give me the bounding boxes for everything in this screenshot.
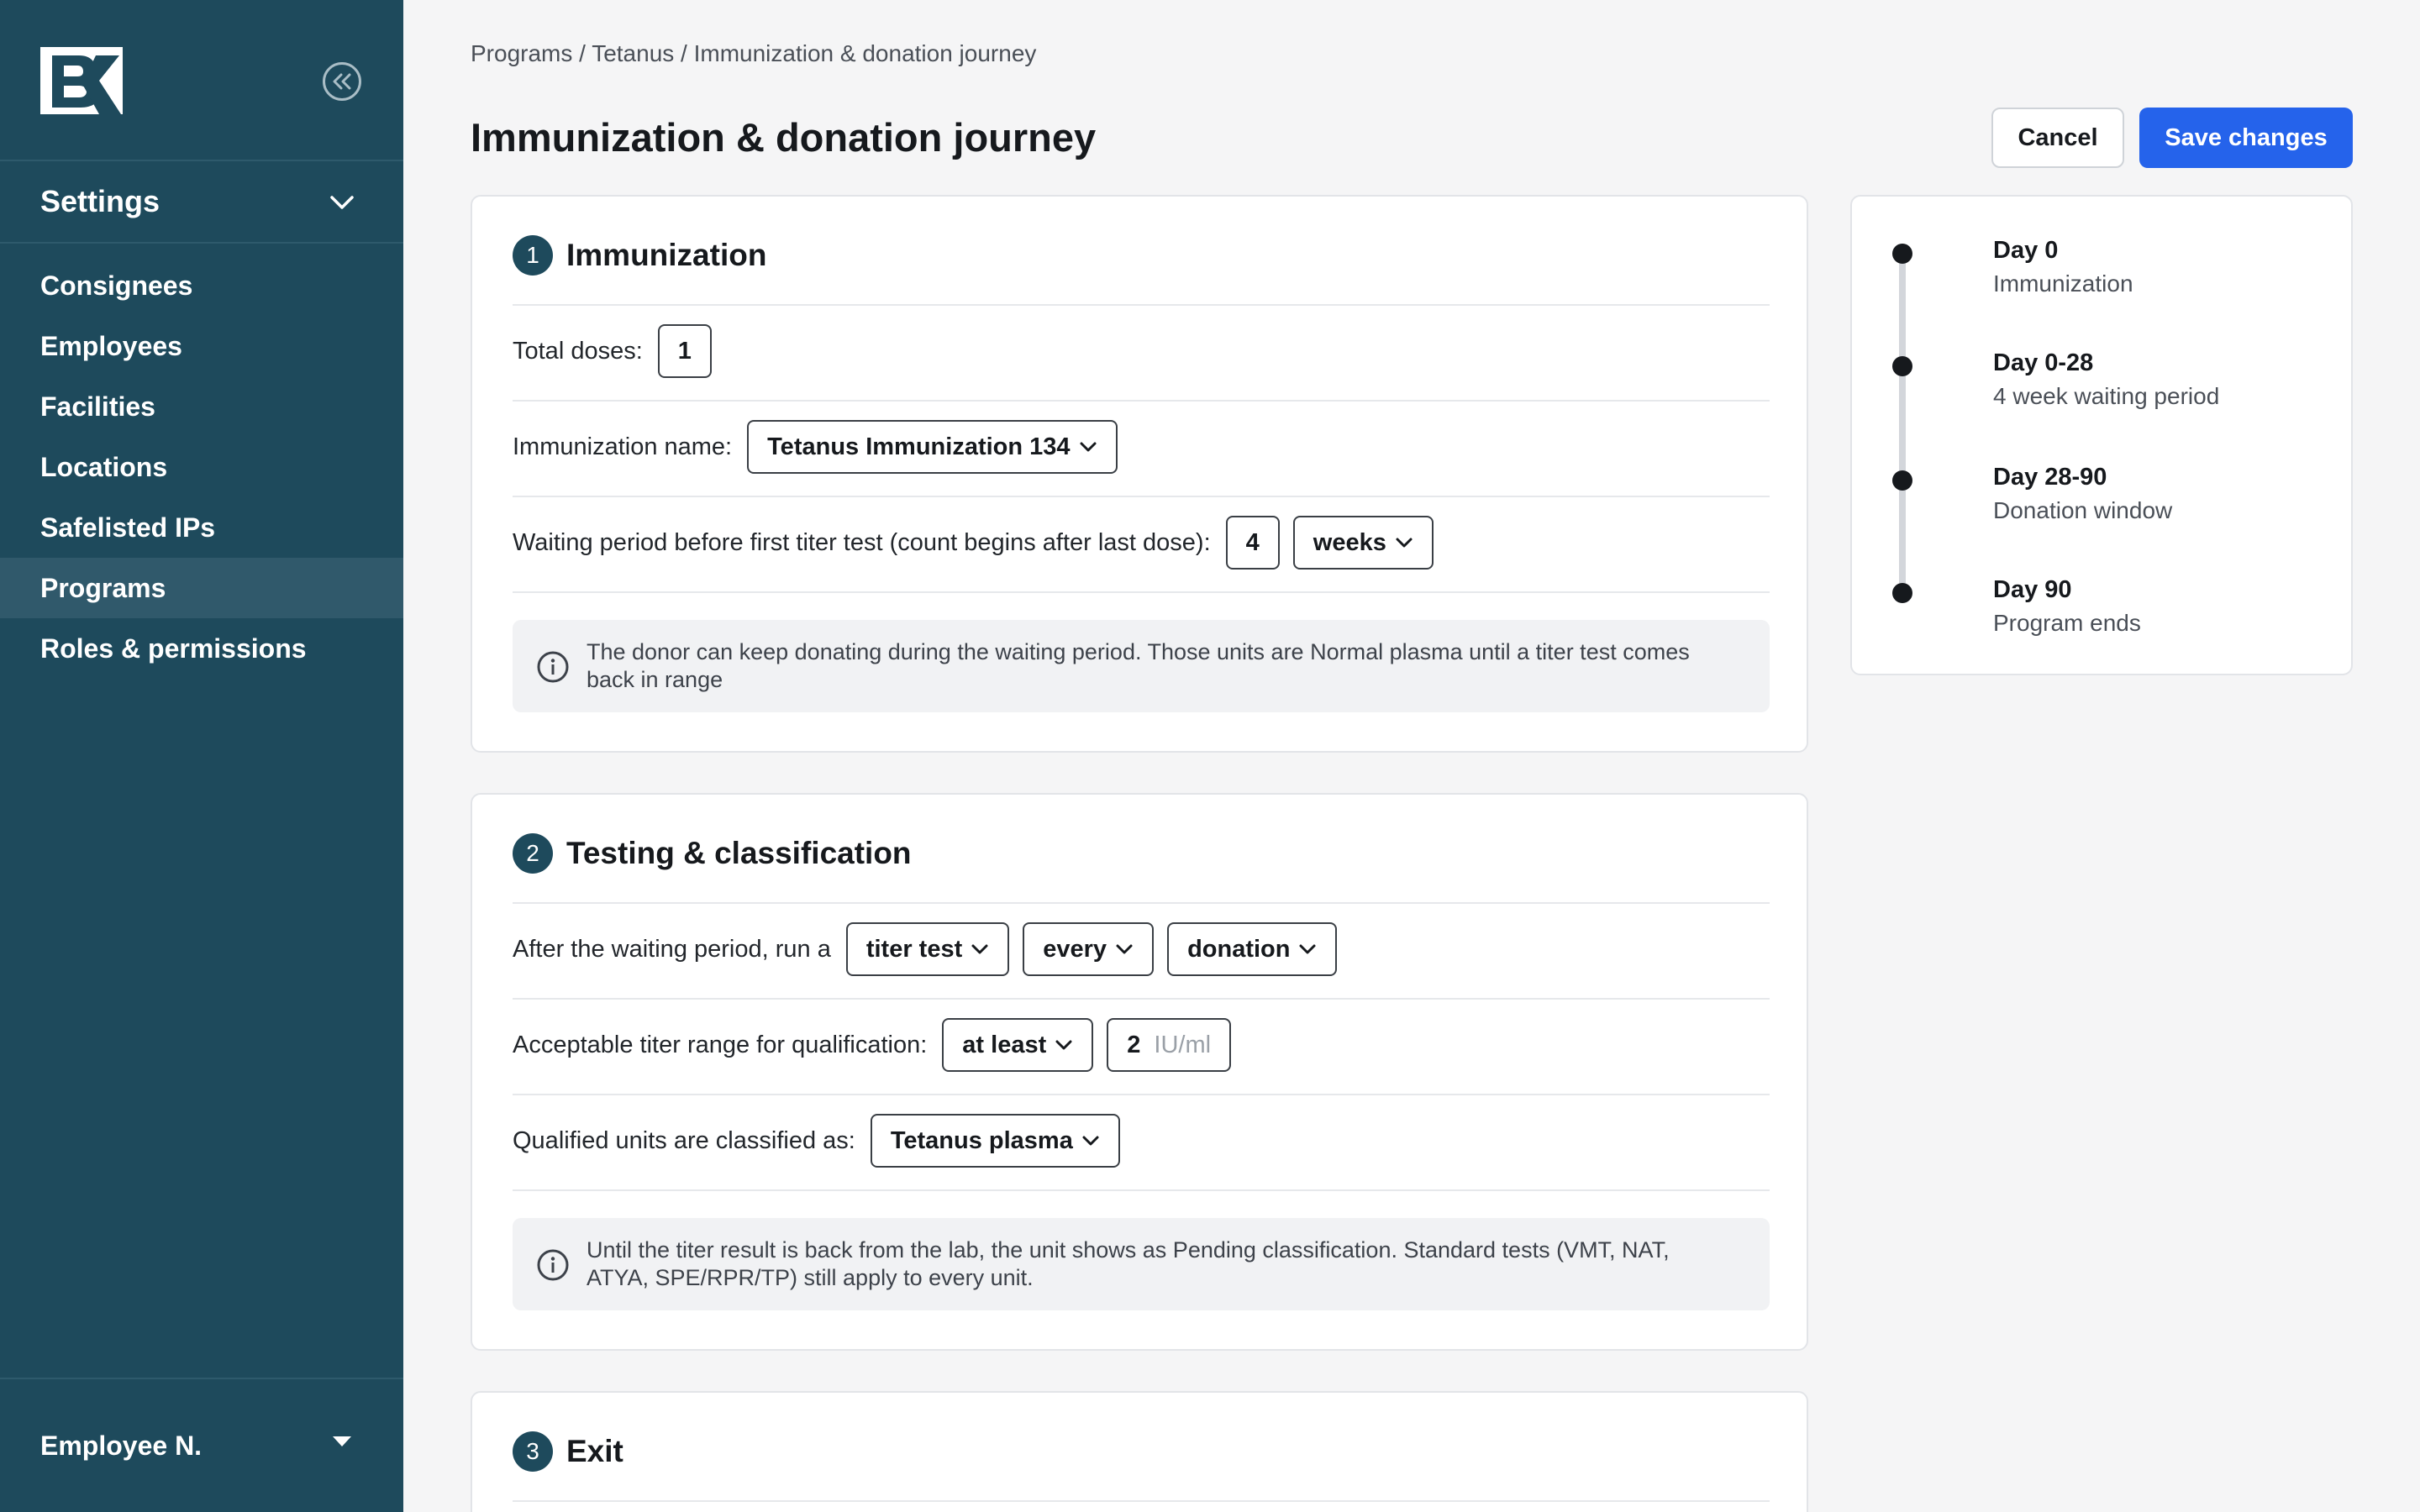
immunization-header xyxy=(513,235,766,276)
exit-header xyxy=(513,1431,623,1472)
sidebar-item-programs[interactable]: Programs xyxy=(0,558,403,618)
sidebar-item-consignees[interactable]: Consignees xyxy=(40,270,193,301)
settings-label: Settings xyxy=(40,184,160,218)
section-title: Immunization xyxy=(566,238,767,272)
timeline-desc: Immunization xyxy=(1993,270,2133,297)
immunization-name-value: Tetanus Immunization 134 xyxy=(767,433,1071,460)
comparator-value: at least xyxy=(962,1031,1047,1058)
testing-header xyxy=(513,833,912,874)
cancel-button[interactable]: Cancel xyxy=(1991,108,2124,168)
save-changes-button[interactable]: Save changes xyxy=(2139,108,2353,168)
classification-row xyxy=(513,1114,1134,1168)
step-badge: 2 xyxy=(513,833,553,874)
chevron-down-icon xyxy=(1079,441,1097,453)
event-select[interactable] xyxy=(1167,922,1337,976)
divider xyxy=(513,304,1770,306)
total-doses-label: Total doses: xyxy=(513,337,643,365)
step-badge: 1 xyxy=(513,235,553,276)
immunization-name-select[interactable] xyxy=(747,420,1117,474)
frequency-value: every xyxy=(1043,935,1107,963)
divider xyxy=(513,1189,1770,1191)
titer-range-row xyxy=(513,1018,1244,1072)
settings-dropdown[interactable] xyxy=(0,161,403,244)
event-value: donation xyxy=(1187,935,1291,963)
frequency-select[interactable] xyxy=(1023,922,1154,976)
timeline-dot xyxy=(1892,244,1912,264)
waiting-period-label: Waiting period before first titer test (count begins after last dose): xyxy=(513,528,1211,556)
timeline-day: Day 28-90 xyxy=(1993,464,2107,491)
info-text: The donor can keep donating during the waiting period. Those units are Normal plasma until a titer test comes back in range xyxy=(587,639,1690,692)
classification-label: Qualified units are classified as: xyxy=(513,1126,855,1154)
logo-icon[interactable] xyxy=(40,47,123,114)
comparator-select[interactable] xyxy=(942,1018,1093,1072)
sidebar-item-facilities[interactable]: Facilities xyxy=(40,391,155,422)
immunization-name-label: Immunization name: xyxy=(513,433,733,460)
section-title: Exit xyxy=(566,1434,623,1468)
classification-value: Tetanus plasma xyxy=(890,1126,1073,1154)
timeline-desc: 4 week waiting period xyxy=(1993,383,2220,409)
chevron-down-icon xyxy=(1115,943,1134,955)
sidebar-item-roles-permissions[interactable]: Roles & permissions xyxy=(40,633,307,664)
sidebar-item-safelisted-ips[interactable]: Safelisted IPs xyxy=(40,512,216,543)
timeline-dot xyxy=(1892,583,1912,603)
test-type-value: titer test xyxy=(865,935,963,963)
chevron-down-icon xyxy=(1395,537,1413,549)
logo-row xyxy=(0,0,403,161)
divider xyxy=(513,400,1770,402)
waiting-period-row xyxy=(513,516,1447,570)
info-callout xyxy=(513,620,1770,712)
divider xyxy=(513,902,1770,904)
divider xyxy=(513,591,1770,593)
chevron-down-icon xyxy=(328,188,356,217)
info-icon xyxy=(536,1248,570,1282)
collapse-sidebar-button[interactable] xyxy=(323,62,361,101)
chevron-down-icon xyxy=(1081,1135,1100,1147)
user-name: Employee N. xyxy=(40,1430,203,1461)
titer-unit: IU/ml xyxy=(1154,1031,1212,1058)
timeline-dot xyxy=(1892,470,1912,491)
info-callout xyxy=(513,1218,1770,1310)
divider xyxy=(513,1500,1770,1502)
run-test-row xyxy=(513,922,1350,976)
immunization-name-row xyxy=(513,420,1131,474)
info-icon xyxy=(536,650,570,684)
classification-select[interactable] xyxy=(871,1114,1120,1168)
testing-card xyxy=(471,793,1808,1351)
timeline-dot xyxy=(1892,356,1912,376)
waiting-unit-select[interactable] xyxy=(1293,516,1434,570)
breadcrumb[interactable]: Programs / Tetanus / Immunization & donation journey xyxy=(471,40,1037,66)
timeline-day: Day 0 xyxy=(1993,237,2059,264)
immunization-card xyxy=(471,195,1808,753)
chevron-down-icon xyxy=(1298,943,1317,955)
sidebar xyxy=(0,0,403,1512)
sidebar-item-locations[interactable]: Locations xyxy=(40,451,168,482)
exit-card xyxy=(471,1391,1808,1512)
timeline-day: Day 90 xyxy=(1993,576,2072,603)
titer-range-label: Acceptable titer range for qualification: xyxy=(513,1031,928,1058)
timeline-desc: Donation window xyxy=(1993,497,2173,523)
titer-value: 2 xyxy=(1127,1031,1141,1058)
run-test-label: After the waiting period, run a xyxy=(513,935,831,963)
divider xyxy=(513,496,1770,497)
timeline-card xyxy=(1850,195,2353,675)
user-menu[interactable] xyxy=(0,1378,403,1512)
chevron-down-icon xyxy=(1055,1039,1073,1051)
titer-value-input[interactable] xyxy=(1107,1018,1231,1072)
chevron-down-icon xyxy=(971,943,989,955)
step-badge: 3 xyxy=(513,1431,553,1472)
timeline-day: Day 0-28 xyxy=(1993,349,2094,376)
divider xyxy=(513,1094,1770,1095)
total-doses-input[interactable]: 1 xyxy=(658,324,712,378)
timeline-line xyxy=(1899,247,1906,591)
info-text: Until the titer result is back from the lab, the unit shows as Pending classification. Standard tests (VMT, NAT, ATYA, SPE/RPR/TP) still apply to every unit. xyxy=(587,1237,1670,1290)
divider xyxy=(513,998,1770,1000)
page-title: Immunization & donation journey xyxy=(471,115,1097,160)
waiting-unit-value: weeks xyxy=(1313,528,1386,556)
total-doses-row xyxy=(513,324,725,378)
section-title: Testing & classification xyxy=(566,836,912,870)
waiting-period-input[interactable]: 4 xyxy=(1226,516,1280,570)
caret-down-icon xyxy=(333,1436,351,1446)
collapse-icon xyxy=(331,73,353,90)
sidebar-nav xyxy=(0,255,403,679)
timeline-desc: Program ends xyxy=(1993,610,2141,636)
test-type-select[interactable] xyxy=(846,922,1009,976)
sidebar-item-employees[interactable]: Employees xyxy=(40,330,182,361)
